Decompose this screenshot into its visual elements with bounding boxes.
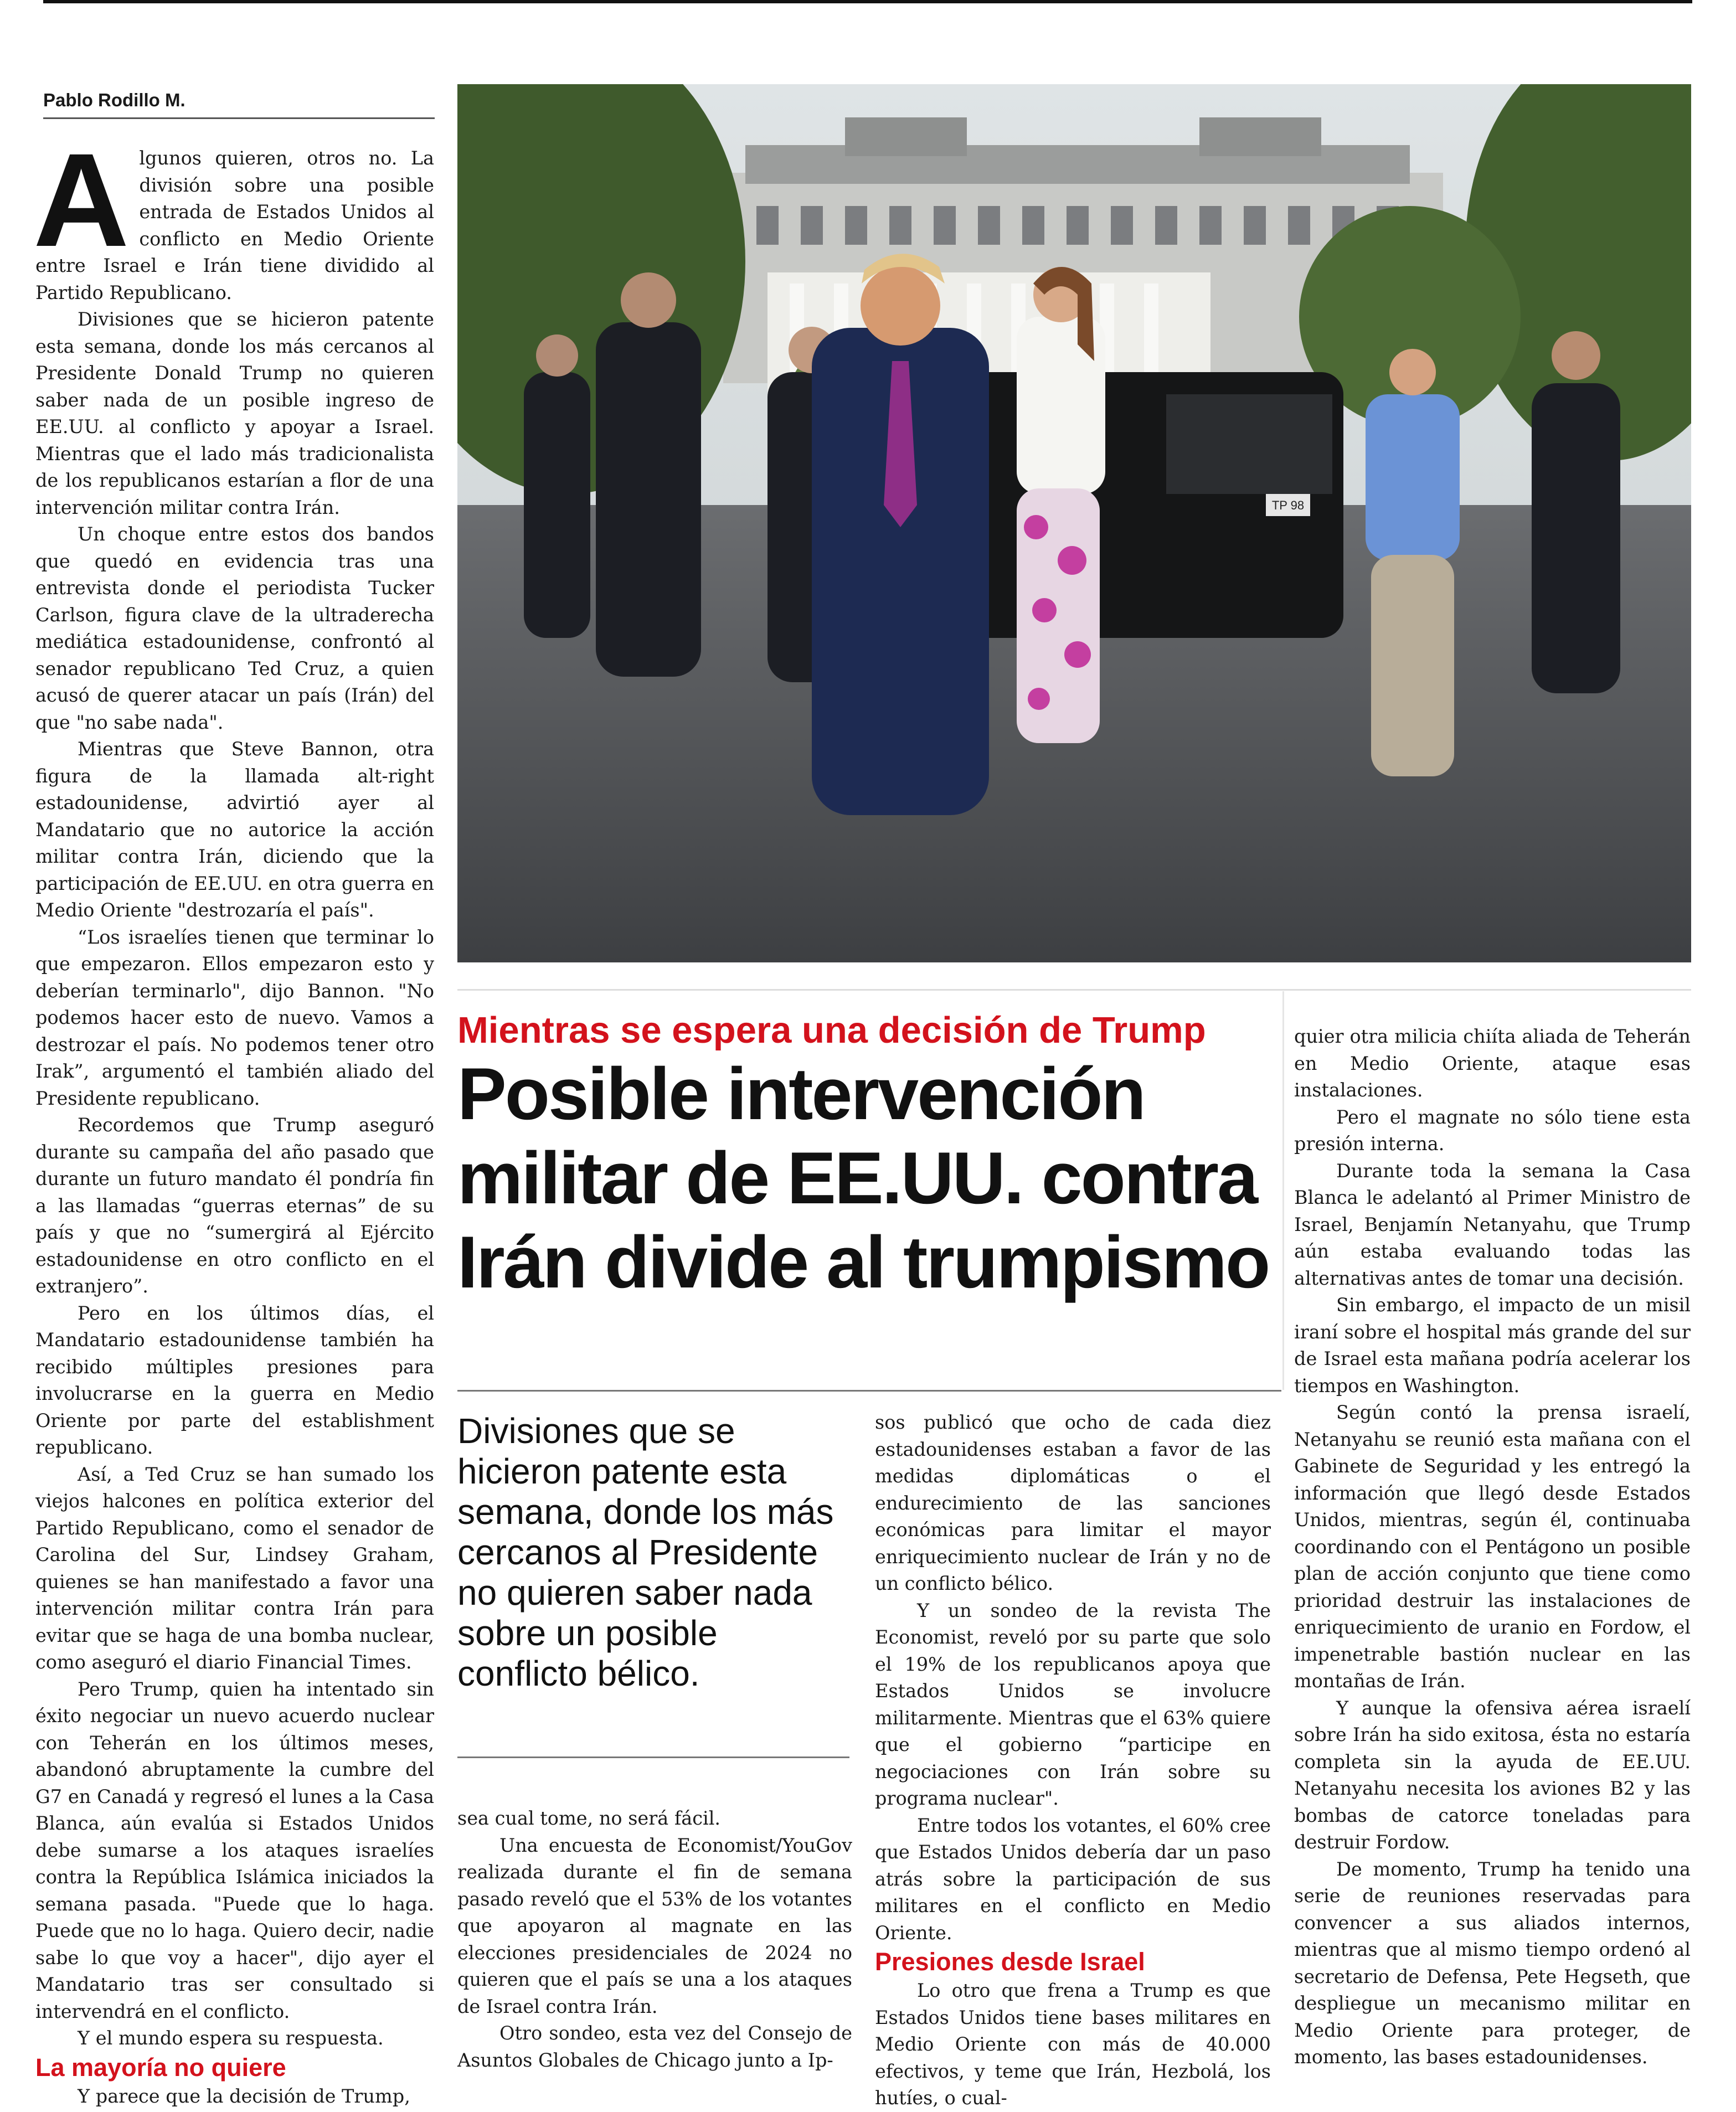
- paragraph: Sin embargo, el impacto de un misil iraní sobre el hospital más grande del sur de Israel esta mañana podría acelerar los tiempos en Washington.: [1294, 1294, 1691, 1397]
- deck-rule: [457, 1756, 849, 1758]
- paragraph: Y un sondeo de la revista The Economist, reveló por su parte que solo el 19% de los republicanos apoya que Estados Unidos se involucre militarmente. Mientras que el 63% quiere que el gobierno “participe en negociaciones con Irán sobre su programa nuclear".: [875, 1599, 1271, 1809]
- headline: Posible intervención militar de EE.UU. contra Irán divide al trumpismo: [457, 1053, 1269, 1304]
- paragraph: Durante toda la semana la Casa Blanca le adelantó al Primer Ministro de Israel, Benjamín Netanyahu, que Trump aún estaba evaluando todas las alternativas antes de tomar una decisión.: [1294, 1160, 1691, 1289]
- photo-illustration: [457, 84, 1691, 962]
- column-rule: [1282, 991, 1284, 1390]
- paragraph: sos publicó que ocho de cada diez estadounidenses estaban a favor de las medidas diplomáticas o el endurecimiento de las sanciones económicas para limitar el mayor enriquecimiento nuclear de Irán y no de un conflicto bélico.: [875, 1412, 1271, 1594]
- paragraph: De momento, Trump ha tenido una serie de reuniones reservadas para convencer a sus aliados internos, mientras que al mismo tiempo ordenó al secretario de Defensa, Pete Hegseth, que despliegue un mecanismo militar en Medio Oriente para proteger, de momento, las bases estadounidenses.: [1294, 1858, 1691, 2068]
- article-column-1: [33, 126, 434, 2110]
- paragraph: Según contó la prensa israelí, Netanyahu se reunió esta mañana con el Gabinete de Seguridad y les entregó la información que llegó desde Estados Unidos, mientras, según él, continuaba coordinando con el Pentágono un posible plan de acción conjunto que tiene como prioridad destruir las instalaciones de enriquecimiento de uranio en Fordow, el impenetrable bastión nuclear en las montañas de Irán.: [1294, 1402, 1691, 1692]
- article-column-4: [1294, 1023, 1691, 2071]
- article-column-2: [457, 1805, 852, 2074]
- subheading: Presiones desde Israel: [875, 1948, 1145, 1976]
- deck: Divisiones que se hicieron patente esta semana, donde los más cercanos al Presidente no quieren saber nada sobre un posible conflicto bélico.: [457, 1411, 834, 1693]
- paragraph: Y el mundo espera su respuesta.: [78, 2027, 384, 2049]
- paragraph: Lo otro que frena a Trump es que Estados Unidos tiene bases militares en Medio Oriente con más de 40.000 efectivos, y teme que Irán, Hezbolá, los hutíes, o cual-: [875, 1980, 1271, 2109]
- paragraph: Y aunque la ofensiva aérea israelí sobre Irán ha sido exitosa, ésta no estaría completa sin la ayuda de EE.UU. Netanyahu necesita los aviones B2 y las bombas de catorce toneladas para destruir Fordow.: [1294, 1697, 1691, 1853]
- paragraph: Así, a Ted Cruz se han sumado los viejos halcones en política exterior del Partido Republicano, como el senador de Carolina del Sur, Lindsey Graham, quienes se han manifestado a favor una intervención militar contra Irán para evitar que se haga de una bomba nuclear, como aseguró el diario Financial Times.: [35, 1463, 434, 1673]
- section-rule: [457, 989, 1691, 991]
- paragraph: Mientras que Steve Bannon, otra figura de la llamada alt-right estadounidense, advirtió ayer al Mandatario que no autorice la acción militar contra Irán, diciendo que la participación de EE.UU. en otra guerra en Medio Oriente "destrozaría el país".: [35, 738, 434, 921]
- drop-cap: A: [33, 126, 130, 274]
- plate-text: TP 98: [1271, 498, 1305, 512]
- paragraph: Entre todos los votantes, el 60% cree que Estados Unidos debería dar un paso atrás sobre la participación de sus militares en el conflicto en Medio Oriente.: [875, 1814, 1271, 1944]
- paragraph: Pero Trump, quien ha intentado sin éxito negociar un nuevo acuerdo nuclear con Teherán en los últimos meses, abandonó abruptamente la cumbre del G7 en Canadá y regresó el lunes a la Casa Blanca, aún evalúa si Estados Unidos debe sumarse a los ataques israelíes contra la República Islámica iniciados la semana pasada. "Puede que lo haga. Puede que no lo haga. Quiero decir, nadie sabe lo que voy a hacer", dijo ayer el Mandatario tras ser consultado si intervendrá en el conflicto.: [35, 1678, 434, 2022]
- paragraph: Una encuesta de Economist/YouGov realizada durante el fin de semana pasado reveló que el 53% de los votantes que apoyaron al magnate en las elecciones presidenciales de 2024 no quieren que el país se una a los ataques de Israel contra Irán.: [457, 1834, 852, 2017]
- paragraph: Recordemos que Trump aseguró durante su campaña del año pasado que durante un futuro mandato él pondría fin a las llamadas “guerras eternas” de su país y que no “sumergirá al Ejército estadounidense en otro conflicto en el extranjero”.: [35, 1114, 434, 1297]
- paragraph: Otro sondeo, esta vez del Consejo de Asuntos Globales de Chicago junto a Ip-: [457, 2022, 852, 2071]
- paragraph: sea cual tome, no será fácil.: [457, 1807, 721, 1829]
- kicker: Mientras se espera una decisión de Trump: [457, 1009, 1206, 1051]
- paragraph: “Los israelíes tienen que terminar lo que empezaron. Ellos empezaron esto y deberían terminarlo", dijo Bannon. "No podemos hacer esto de nuevo. Vamos a destrozar el país. No podemos tener otro Irak”, argumentó el también aliado del Presidente republicano.: [35, 926, 434, 1109]
- headline-rule: [457, 1390, 1281, 1392]
- paragraph: Pero en los últimos días, el Mandatario estadounidense también ha recibido múltiples presiones para involucrarse en la guerra en Medio Oriente por parte del establishment republicano.: [35, 1302, 434, 1458]
- subheading: La mayoría no quiere: [35, 2053, 286, 2082]
- byline: Pablo Rodillo M.: [43, 90, 435, 119]
- top-rule: [43, 0, 1692, 3]
- paragraph: Divisiones que se hicieron patente esta semana, donde los más cercanos al Presidente Donald Trump no quieren saber nada de un posible ingreso de EE.UU. al conflicto y apoyar a Israel. Mientras que el lado más tradicionalista de los republicanos estarían a flor de una intervención militar contra Irán.: [35, 308, 434, 518]
- paragraph: quier otra milicia chiíta aliada de Teherán en Medio Oriente, ataque esas instalaciones.: [1294, 1026, 1691, 1101]
- paragraph: Pero el magnate no sólo tiene esta presión interna.: [1294, 1106, 1691, 1155]
- paragraph: Algunos quieren, otros no. La división sobre una posible entrada de Estados Unidos al conflicto en Medio Oriente entre Israel e Irán tiene dividido al Partido Republicano.: [33, 126, 434, 303]
- paragraph: Un choque entre estos dos bandos que quedó en evidencia tras una entrevista donde el periodista Tucker Carlson, figura clave de la ultraderecha mediática estadounidense, confrontó al senador republicano Ted Cruz, a quien acusó de querer atacar un país (Irán) del que "no sabe nada".: [35, 523, 434, 733]
- lead-photo: [457, 84, 1691, 962]
- paragraph: Y parece que la decisión de Trump,: [78, 2085, 410, 2107]
- article-column-3: [875, 1409, 1271, 2112]
